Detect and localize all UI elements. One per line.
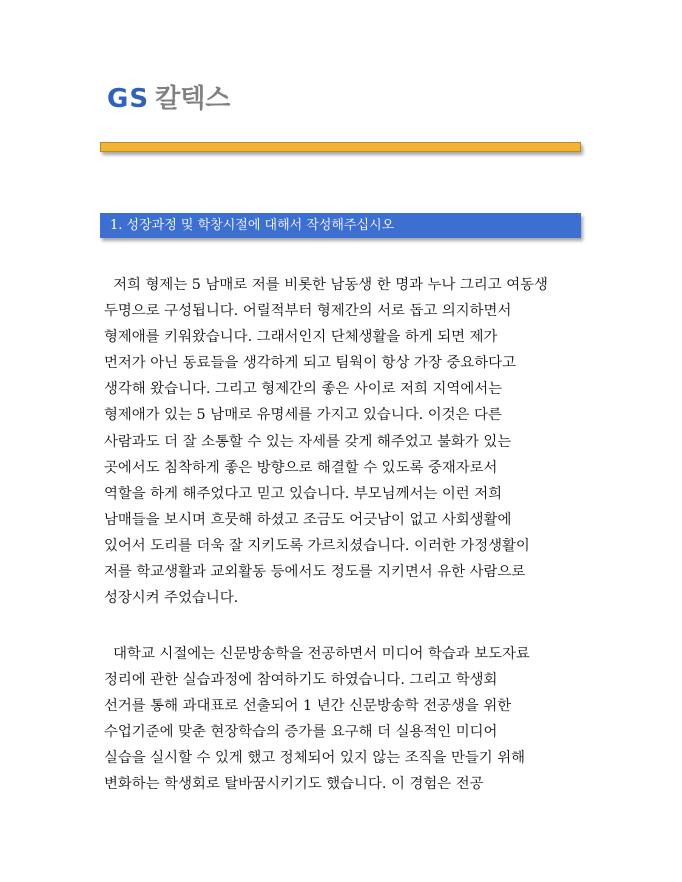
text-line: 두명으로 구성됩니다. 어릴적부터 형제간의 서로 돕고 의지하면서 bbox=[104, 303, 512, 320]
text-line: 역할을 하게 해주었다고 믿고 있습니다. 부모님께서는 이런 저희 bbox=[104, 485, 503, 502]
paragraph-1 bbox=[104, 272, 604, 611]
text-line: 생각해 왔습니다. 그리고 형제간의 좋은 사이로 저희 지역에서는 bbox=[104, 381, 503, 398]
header-divider-bar bbox=[100, 142, 581, 152]
section-heading-bar bbox=[100, 213, 581, 238]
text-line: 선거를 통해 과대표로 선출되어 1 년간 신문방송학 전공생을 위한 bbox=[104, 698, 512, 715]
text-line: 형제애를 키워왔습니다. 그래서인지 단체생활을 하게 되면 제가 bbox=[104, 329, 498, 346]
text-line: 성장시켜 주었습니다. bbox=[104, 590, 239, 607]
text-line: 저를 학교생활과 교외활동 등에서도 정도를 지키면서 유한 사람으로 bbox=[104, 564, 526, 581]
text-line: 실습을 실시할 수 있게 했고 정체되어 있지 않는 조직을 만들기 위해 bbox=[104, 750, 526, 767]
logo-brand-text: GS bbox=[107, 84, 150, 114]
text-line: 수업기준에 맞춘 현장학습의 증가를 요구해 더 실용적인 미디어 bbox=[104, 724, 498, 741]
section-heading: 1. 성장과정 및 학창시절에 대해서 작성해주십시오 bbox=[110, 218, 395, 233]
text-line: 대학교 시절에는 신문방송학을 전공하면서 미디어 학습과 보도자료 bbox=[104, 646, 530, 662]
text-line: 저희 형제는 5 남매로 저를 비롯한 남동생 한 명과 누나 그리고 여동생 bbox=[104, 277, 548, 293]
paragraph-2 bbox=[104, 641, 604, 798]
text-line: 변화하는 학생회로 탈바꿈시키기도 했습니다. 이 경험은 전공 bbox=[104, 776, 484, 793]
text-line: 먼저가 아닌 동료들을 생각하게 되고 팀웍이 항상 가장 중요하다고 bbox=[104, 355, 516, 372]
text-line: 사람과도 더 잘 소통할 수 있는 자세를 갖게 해주었고 불화가 있는 bbox=[104, 433, 512, 450]
text-line: 남매들을 보시며 흐뭇해 하셨고 조금도 어긋남이 없고 사회생활에 bbox=[104, 511, 512, 528]
text-line: 곳에서도 침착하게 좋은 방향으로 해결할 수 있도록 중재자로서 bbox=[104, 459, 498, 476]
text-line: 정리에 관한 실습과정에 참여하기도 하였습니다. 그리고 학생회 bbox=[104, 672, 498, 689]
logo-company-name: 칼텍스 bbox=[155, 84, 231, 114]
text-line: 있어서 도리를 더욱 잘 지키도록 가르치셨습니다. 이러한 가정생활이 bbox=[104, 537, 530, 554]
company-logo bbox=[107, 84, 230, 114]
text-line: 형제애가 있는 5 남매로 유명세를 가지고 있습니다. 이것은 다른 bbox=[104, 407, 502, 424]
